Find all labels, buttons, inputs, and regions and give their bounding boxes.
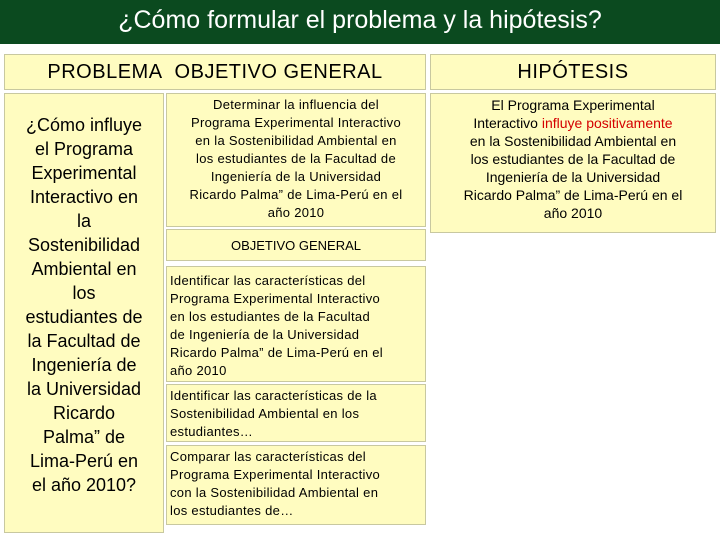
hypothesis-text bbox=[431, 96, 715, 222]
specific-objective-2-line: Identificar las características de la bbox=[170, 388, 377, 403]
problem-line: la Universidad bbox=[26, 379, 142, 399]
problem-line: el año 2010? bbox=[31, 475, 137, 495]
specific-header: OBJETIVO GENERAL bbox=[230, 237, 362, 253]
problem-line: el Programa bbox=[34, 139, 134, 159]
hypothesis-line: en la Sostenibilidad Ambiental en bbox=[469, 133, 677, 149]
objective-general-text bbox=[167, 96, 425, 222]
header-objective: OBJETIVO GENERAL bbox=[174, 60, 383, 83]
objective-general-line: los estudiantes de la Facultad de bbox=[196, 151, 396, 166]
hypothesis-line: año 2010 bbox=[543, 205, 603, 221]
problem-line: Ambiental en bbox=[31, 259, 137, 279]
specific-header-cell bbox=[166, 229, 426, 261]
specific-objective-3 bbox=[166, 445, 426, 525]
hypothesis-line: Ricardo Palma” de Lima-Perú en el bbox=[463, 187, 683, 203]
specific-objective-1-line: de Ingeniería de la Universidad bbox=[170, 327, 360, 342]
objective-general-line: en la Sostenibilidad Ambiental en bbox=[195, 133, 397, 148]
specific-objective-3-line: Programa Experimental Interactivo bbox=[170, 467, 381, 482]
objective-general-line: Programa Experimental Interactivo bbox=[190, 115, 402, 130]
objective-general-cell bbox=[166, 93, 426, 227]
specific-objective-3-line: con la Sostenibilidad Ambiental en bbox=[170, 485, 379, 500]
header-problem-objective bbox=[4, 54, 426, 90]
specific-objective-1-line: Identificar las características del bbox=[170, 273, 366, 288]
header-hypothesis-cell bbox=[430, 54, 716, 90]
objective-general-line: Determinar la influencia del bbox=[213, 97, 379, 112]
hypothesis-line-1: El Programa Experimental bbox=[491, 97, 655, 113]
problem-line: la Facultad de bbox=[27, 331, 141, 351]
specific-objective-2-line: estudiantes… bbox=[170, 424, 254, 439]
header-problem: PROBLEMA bbox=[47, 60, 163, 83]
hypothesis-accent: influye positivamente bbox=[541, 115, 673, 131]
specific-objective-3-line: los estudiantes de… bbox=[170, 503, 294, 518]
specific-objective-2-line: Sostenibilidad Ambiental en los bbox=[170, 406, 360, 421]
problem-text bbox=[25, 113, 142, 497]
problem-cell bbox=[4, 93, 164, 533]
objective-general-line: Ricardo Palma” de Lima-Perú en el bbox=[189, 187, 403, 202]
problem-line: la bbox=[76, 211, 91, 231]
hypothesis-line-2 bbox=[431, 114, 715, 132]
objective-general-line: año 2010 bbox=[267, 205, 325, 220]
page-title: ¿Cómo formular el problema y la hipótesis? bbox=[118, 5, 602, 34]
hypothesis-cell bbox=[430, 93, 716, 233]
specific-objective-1-line: Programa Experimental Interactivo bbox=[170, 291, 381, 306]
problem-line: Palma” de bbox=[42, 427, 126, 447]
hypothesis-line-2-pre: Interactivo bbox=[473, 115, 542, 131]
specific-objective-1-line: en los estudiantes de la Facultad bbox=[170, 309, 370, 324]
specific-objective-1 bbox=[166, 266, 426, 382]
problem-line: Experimental bbox=[31, 163, 137, 183]
specific-objective-1-text bbox=[170, 272, 425, 380]
header-hypothesis: HIPÓTESIS bbox=[517, 60, 629, 83]
objective-general-line: Ingeniería de la Universidad bbox=[210, 169, 382, 184]
hypothesis-rest bbox=[431, 132, 715, 222]
specific-objective-3-line: Comparar las características del bbox=[170, 449, 366, 464]
problem-line: Sostenibilidad bbox=[27, 235, 141, 255]
problem-line: Ricardo bbox=[52, 403, 116, 423]
problem-line: Interactivo en bbox=[29, 187, 139, 207]
specific-objective-2 bbox=[166, 384, 426, 442]
problem-line: Ingeniería de bbox=[31, 355, 137, 375]
specific-objective-1-line: Ricardo Palma” de Lima-Perú en el bbox=[170, 345, 383, 360]
hypothesis-line: los estudiantes de la Facultad de bbox=[470, 151, 676, 167]
problem-line: estudiantes de bbox=[25, 307, 143, 327]
title-bar bbox=[0, 0, 720, 44]
hypothesis-line: Ingeniería de la Universidad bbox=[485, 169, 661, 185]
problem-line: Lima-Perú en bbox=[29, 451, 139, 471]
specific-objective-2-text bbox=[170, 387, 425, 441]
problem-line: ¿Cómo influye bbox=[25, 115, 143, 135]
problem-line: los bbox=[72, 283, 96, 303]
specific-objective-1-line: año 2010 bbox=[170, 363, 227, 378]
specific-objective-3-text bbox=[170, 448, 425, 520]
